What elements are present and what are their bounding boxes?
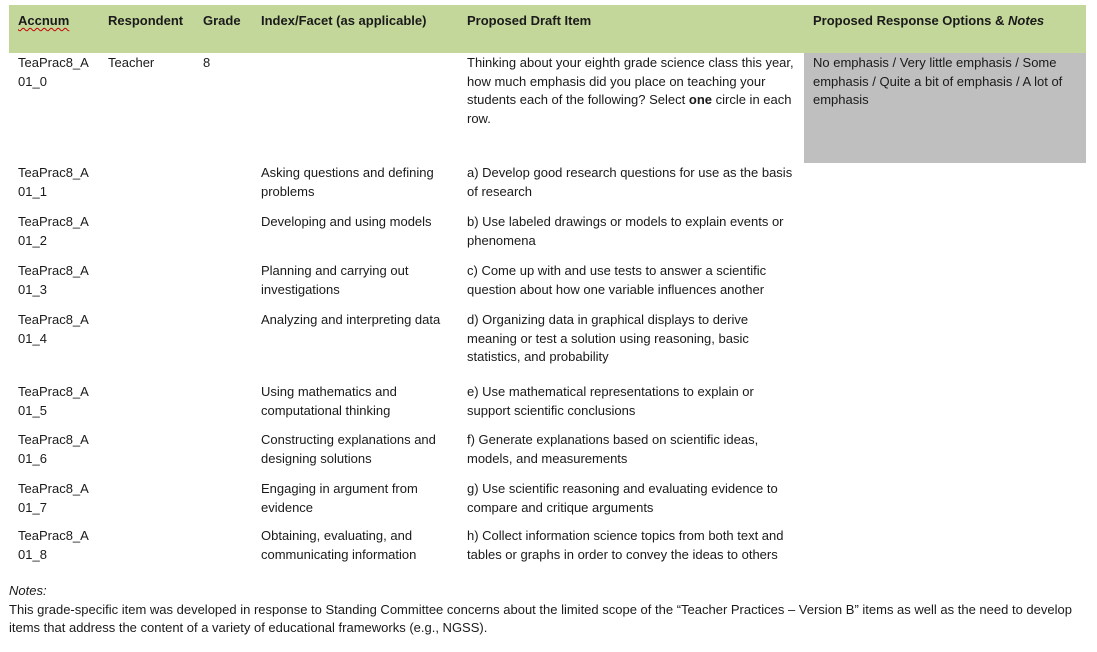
notes-section — [9, 582, 1089, 638]
header-options — [813, 13, 1044, 28]
header-accnum: Accnum — [18, 13, 70, 28]
item-cell: b) Use labeled drawings or models to explain events or phenomena — [467, 214, 784, 248]
response-options-text: No emphasis / Very little emphasis / Some emphasis / Quite a bit of emphasis / A lot of emphasis — [813, 55, 1063, 107]
item-cell: c) Come up with and use tests to answer a scientific question about how one variable influences another — [467, 263, 767, 297]
item-cell: g) Use scientific reasoning and evaluating evidence to compare and critique arguments — [467, 481, 778, 515]
accnum-line1: TeaPrac8_A — [18, 312, 89, 327]
accnum-line2: 01_4 — [18, 330, 47, 346]
facet-cell: Engaging in argument from evidence — [261, 481, 418, 515]
facet-cell: Planning and carrying out investigations — [261, 263, 409, 297]
accnum-line2: 01_6 — [18, 450, 47, 466]
accnum-cell — [18, 527, 104, 564]
accnum-line1: TeaPrac8_A — [18, 165, 89, 180]
item-cell: h) Collect information science topics from both text and tables or graphs in order to convey the ideas to others — [467, 528, 784, 562]
facet-cell: Analyzing and interpreting data — [261, 312, 441, 327]
item-cell: d) Organizing data in graphical displays to derive meaning or test a solution using reasoning, basic statistics, and probability — [467, 312, 749, 364]
item-stem-text-end: circle in each row. — [467, 92, 792, 126]
accnum-cell — [18, 431, 104, 468]
respondent-cell: Teacher — [108, 55, 155, 70]
header-item: Proposed Draft Item — [467, 13, 592, 28]
accnum-line1: TeaPrac8_A — [18, 263, 89, 278]
item-stem-bold: one — [688, 92, 712, 107]
facet-cell: Obtaining, evaluating, and communicating information — [261, 528, 417, 562]
item-cell: f) Generate explanations based on scientific ideas, models, and measurements — [467, 432, 759, 466]
notes-text: This grade-specific item was developed in response to Standing Committee concerns about the limited scope of the “Teacher Practices – Version B” items as well as the need to develop items that address the content of a variety of educational frameworks (e.g., NGSS). — [9, 601, 1072, 635]
accnum-cell — [18, 383, 104, 420]
accnum-cell — [18, 213, 104, 250]
accnum-line1: TeaPrac8_A — [18, 384, 89, 399]
accnum-line2: 01_7 — [18, 499, 47, 515]
table-header-bar — [9, 5, 1086, 53]
facet-cell: Asking questions and defining problems — [261, 165, 434, 199]
header-options-prefix: Proposed Response Options & — [813, 13, 1009, 28]
accnum-line2: 01_0 — [18, 73, 47, 89]
item-cell: e) Use mathematical representations to explain or support scientific conclusions — [467, 384, 754, 418]
grade-cell: 8 — [203, 55, 211, 70]
facet-cell: Developing and using models — [261, 214, 432, 229]
facet-cell: Using mathematics and computational thinking — [261, 384, 397, 418]
accnum-line1: TeaPrac8_A — [18, 528, 89, 543]
accnum-line1: TeaPrac8_A — [18, 55, 89, 70]
accnum-line1: TeaPrac8_A — [18, 214, 89, 229]
accnum-cell — [18, 311, 104, 348]
accnum-cell — [18, 480, 104, 517]
header-respondent: Respondent — [108, 13, 184, 28]
accnum-line2: 01_3 — [18, 281, 47, 297]
accnum-line2: 01_2 — [18, 232, 47, 248]
accnum-line2: 01_1 — [18, 183, 47, 199]
header-facet: Index/Facet (as applicable) — [261, 13, 427, 28]
accnum-line2: 01_5 — [18, 402, 47, 418]
item-stem-text: Thinking about your eighth grade science class this year, how much emphasis did you place on teaching your students each of the following? Select — [467, 55, 794, 107]
facet-cell: Constructing explanations and designing solutions — [261, 432, 436, 466]
accnum-cell — [18, 262, 104, 299]
header-grade: Grade — [203, 13, 241, 28]
header-options-notes: Notes — [1008, 13, 1045, 28]
accnum-cell — [18, 54, 104, 91]
accnum-cell — [18, 164, 104, 201]
accnum-line2: 01_8 — [18, 546, 47, 562]
item-cell: a) Develop good research questions for use as the basis of research — [467, 165, 793, 199]
item-stem-cell — [467, 54, 799, 128]
accnum-line1: TeaPrac8_A — [18, 481, 89, 496]
notes-label: Notes: — [9, 583, 47, 598]
accnum-line1: TeaPrac8_A — [18, 432, 89, 447]
